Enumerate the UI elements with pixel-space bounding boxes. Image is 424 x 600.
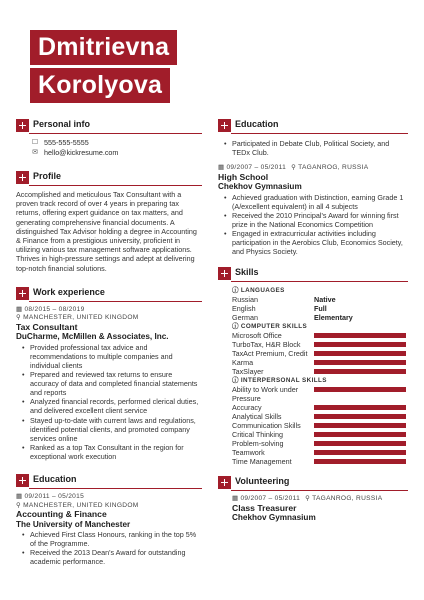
- skills-block: [218, 286, 408, 466]
- section-rule: [29, 185, 202, 186]
- language-name: Russian: [232, 295, 258, 305]
- skill-row: [232, 385, 408, 403]
- skill-bar-fill: [314, 450, 406, 455]
- skill-bar: [314, 342, 406, 347]
- list-item: • Ranked as a top Tax Consultant in the region for exceptional work execution: [30, 443, 202, 461]
- phone-text: 555-555-5555: [44, 138, 89, 147]
- skill-name: Karma: [232, 358, 254, 368]
- email-text: hello@kickresume.com: [44, 147, 119, 157]
- name-first: Dmitrievna: [30, 30, 177, 65]
- skill-bar: [314, 369, 406, 374]
- list-item: • Analyzed financial records, performed clerical duties, and delivered excellent client service: [30, 397, 202, 415]
- degree-title: High School: [218, 171, 269, 182]
- left-column: [16, 118, 202, 566]
- skill-bar-fill: [314, 432, 406, 437]
- volunteer-org: Chekhov Gymnasium: [232, 513, 316, 523]
- list-item: • Engaged in extracurricular activities including participation in the Aerobics Club, Economics Society, and Physics Society.: [232, 229, 408, 256]
- location-pin-icon: ⚲: [16, 501, 22, 509]
- location-pin-icon: ⚲: [16, 314, 22, 322]
- skill-bar-fill: [314, 423, 406, 428]
- language-level: Elementary: [314, 313, 353, 323]
- education-entry: [16, 493, 202, 566]
- language-row: [232, 304, 408, 313]
- skill-bar-fill: [314, 333, 406, 338]
- skill-row: [232, 358, 408, 367]
- skill-name: Accuracy: [232, 403, 262, 413]
- plus-icon: [16, 119, 29, 132]
- section-title: Profile: [33, 171, 62, 181]
- list-item: • Achieved First Class Honours, ranking in the top 5% of the Programme.: [30, 530, 202, 548]
- location-pin-icon: ⚲: [291, 164, 297, 172]
- language-level: Full: [314, 304, 327, 314]
- skill-bar-fill: [314, 369, 406, 374]
- skill-name: Microsoft Office: [232, 331, 282, 341]
- skill-bar-fill: [314, 342, 406, 347]
- plus-icon: [218, 476, 231, 489]
- list-item: • Received the 2010 Principal's Award for winning first prize in the National Economics Competition: [232, 211, 408, 229]
- plus-icon: [218, 119, 231, 132]
- profile-text: Accomplished and meticulous Tax Consultant with a proven track record of over 4 years in preparing tax returns, offering expert guidance on tax matters, and generating comprehensive financial documents. A distinguished Tax Advisor holding a degree in Accounting & Finance from a prestigious university, proficient in utilizing various tax management software applications. Thrives in high-pressure settings and adept at delivering top-notch financial solutions.: [16, 190, 197, 273]
- education-bullets: [218, 193, 408, 257]
- calendar-icon: ▦: [16, 493, 23, 501]
- skill-bar-fill: [314, 414, 406, 419]
- skill-name: TaxSlayer: [232, 367, 264, 377]
- skill-row: [232, 430, 408, 439]
- skill-row: [232, 421, 408, 430]
- calendar-icon: ▦: [218, 164, 225, 172]
- work-entry: [16, 306, 202, 461]
- skill-row: [232, 457, 408, 466]
- section-title: Volunteering: [235, 476, 290, 487]
- skill-name: TaxAct Premium, Credit: [232, 349, 308, 359]
- education-dates: ▦ 09/2011 – 05/2015: [16, 493, 85, 501]
- skill-bar: [314, 414, 406, 419]
- section-personal-info: [16, 118, 202, 134]
- skill-name: TurboTax, H&R Block: [232, 340, 301, 350]
- languages-list: [232, 295, 408, 322]
- interpersonal-skills-list: [232, 385, 408, 466]
- interpersonal-skills-subheading: ⓘ INTERPERSONAL SKILLS: [232, 377, 327, 385]
- skill-row: [232, 448, 408, 457]
- plus-icon: [16, 474, 29, 487]
- envelope-icon: ✉: [32, 148, 38, 156]
- skill-bar-fill: [314, 387, 406, 392]
- info-circle-icon: ⓘ: [232, 287, 239, 295]
- list-item: • Prepared and reviewed tax returns to ensure accuracy of data and completed financial statements and reports: [30, 370, 202, 397]
- work-bullets: [16, 343, 202, 461]
- calendar-icon: ▦: [16, 305, 23, 313]
- language-row: [232, 295, 408, 304]
- plus-icon: [218, 267, 231, 280]
- skill-bar-fill: [314, 360, 406, 365]
- computer-skills-subheading: ⓘ COMPUTER SKILLS: [232, 323, 308, 331]
- skill-bar-fill: [314, 459, 406, 464]
- skill-name: Analytical Skills: [232, 412, 282, 422]
- skill-bar: [314, 351, 406, 356]
- education-dates-location: ▦ 09/2007 – 05/2011 ⚲ TAGANROG, RUSSIA: [218, 164, 369, 172]
- volunteering-dates-location: ▦ 09/2007 – 05/2011 ⚲ TAGANROG, RUSSIA: [232, 495, 383, 503]
- skill-bar-fill: [314, 351, 406, 356]
- skill-row: [232, 403, 408, 412]
- skill-row: [232, 412, 408, 421]
- skill-bar: [314, 405, 406, 410]
- list-item: • Participated in Debate Club, Political Society, and TEDx Club.: [232, 139, 408, 157]
- skill-name: Critical Thinking: [232, 430, 283, 440]
- skill-bar: [314, 441, 406, 446]
- volunteer-role: Class Treasurer: [232, 502, 297, 513]
- language-name: English: [232, 304, 256, 314]
- section-rule: [231, 133, 408, 134]
- section-rule: [29, 488, 202, 489]
- list-item: • Stayed up-to-date with current laws and regulations, identified potential clients, and promoted company services online: [30, 416, 202, 443]
- section-education: [16, 473, 202, 489]
- name-last: Korolyova: [30, 68, 170, 103]
- skill-bar: [314, 432, 406, 437]
- section-title: Education: [235, 119, 279, 129]
- section-rule: [231, 281, 408, 282]
- skill-row: [232, 367, 408, 376]
- education-location: ⚲ MANCHESTER, UNITED KINGDOM: [16, 501, 139, 509]
- list-item: • Achieved graduation with Distinction, earning Grade 1 (A/excellent equivalent) in all 4 subjects: [232, 193, 408, 211]
- skill-row: [232, 340, 408, 349]
- skill-name: Ability to Work under Pressure: [232, 385, 299, 404]
- section-title: Skills: [235, 267, 259, 278]
- section-rule: [231, 490, 408, 491]
- volunteering-entry: [218, 495, 408, 523]
- skill-bar-fill: [314, 405, 406, 410]
- section-volunteering: [218, 475, 408, 491]
- skill-bar: [314, 333, 406, 338]
- school-name: Chekhov Gymnasium: [218, 182, 302, 192]
- section-rule: [29, 301, 202, 302]
- company-name: DuCharme, McMillen & Associates, Inc.: [16, 332, 169, 342]
- work-location: ⚲ MANCHESTER, UNITED KINGDOM: [16, 314, 139, 322]
- list-item: • Received the 2013 Dean's Award for outstanding academic performance.: [30, 548, 202, 566]
- section-title: Personal info: [33, 119, 91, 129]
- section-title: Work experience: [33, 286, 105, 297]
- skill-name: Communication Skills: [232, 421, 301, 431]
- skill-row: [232, 439, 408, 448]
- plus-icon: [16, 287, 29, 300]
- skill-bar: [314, 387, 406, 392]
- education-bullets: [16, 530, 202, 566]
- info-circle-icon: ⓘ: [232, 323, 239, 331]
- skill-bar: [314, 459, 406, 464]
- skill-bar: [314, 423, 406, 428]
- contact-email: [16, 148, 202, 158]
- work-dates: ▦ 08/2015 – 08/2019: [16, 305, 85, 313]
- degree-title: Accounting & Finance: [16, 509, 107, 520]
- language-name: German: [232, 313, 258, 323]
- section-title: Education: [33, 474, 77, 485]
- computer-skills-list: [232, 331, 408, 376]
- skill-bar-fill: [314, 441, 406, 446]
- plus-icon: [16, 171, 29, 184]
- calendar-icon: ▦: [232, 495, 239, 503]
- right-column: [218, 118, 408, 523]
- school-name: The University of Manchester: [16, 519, 131, 529]
- section-work-experience: [16, 286, 202, 302]
- skill-name: Problem-solving: [232, 439, 284, 449]
- education-continued-bullets: [218, 139, 408, 157]
- info-circle-icon: ⓘ: [232, 377, 239, 385]
- skill-bar: [314, 360, 406, 365]
- languages-subheading: ⓘ LANGUAGES: [232, 287, 285, 295]
- skill-name: Teamwork: [232, 448, 265, 458]
- skill-name: Time Management: [232, 457, 292, 467]
- section-skills: [218, 266, 408, 282]
- skill-bar: [314, 450, 406, 455]
- language-row: [232, 313, 408, 322]
- section-rule: [29, 133, 202, 134]
- job-title: Tax Consultant: [16, 321, 78, 332]
- location-pin-icon: ⚲: [305, 495, 311, 503]
- skill-row: [232, 331, 408, 340]
- skill-row: [232, 349, 408, 358]
- education-entry: [218, 164, 408, 256]
- section-education: [218, 118, 408, 134]
- section-profile: [16, 170, 202, 186]
- list-item: • Provided professional tax advice and recommendations to multiple companies and individual clients: [30, 343, 202, 370]
- language-level: Native: [314, 295, 336, 305]
- contact-phone: [16, 138, 202, 148]
- phone-icon: ☐: [31, 139, 39, 146]
